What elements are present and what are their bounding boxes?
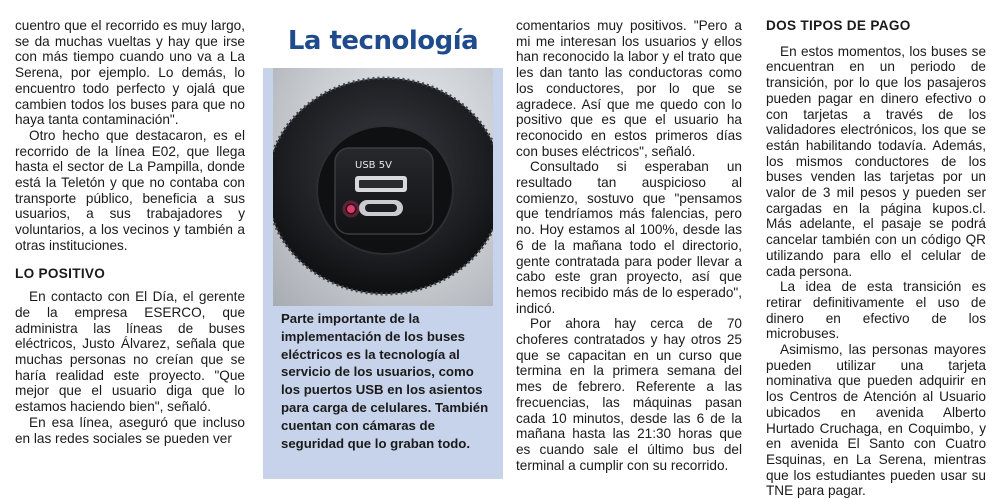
paragraph: Consultado si esperaban un resultado tan auspicioso al comienzo, sostuvo que "pensamos que tendríamos más falencias, pero no. Hoy estamos al 100%, desde las 6 de la mañana todo el directorio, gente contratada para poder llevar a cabo este gran proyecto, así que hemos recibido más de lo esperado", indicó. (516, 159, 742, 316)
sidebar-caption: Parte importante de la implementación de los buses eléctricos es la tecnología al servicio de los usuarios, como los puertos USB en los asientos para carga de celulares. También cuentan con cámaras de seguridad que lo graban todo. (281, 311, 489, 451)
paragraph: En contacto con El Día, el gerente de la empresa ESERCO, que administra las líneas de buses eléctricos, Justo Álvarez, señala que muchas personas no creían que se haría realidad este proyecto. "Que mejor que el usuario diga que lo estamos haciendo bien", señaló. (15, 289, 245, 415)
article-column-1 (15, 18, 245, 446)
section-heading-dos-tipos-de-pago: DOS TIPOS DE PAGO (766, 18, 911, 33)
sidebar-title: La tecnología (287, 26, 479, 56)
paragraph: Por ahora hay cerca de 70 choferes contratados y hay otros 25 que se capacitan en un curso que termina en la primera semana del mes de febrero. Referente a las frecuencias, las máquinas pasan cada 10 minutos, desde las 6 de la mañana hasta las 21:30 horas que es cuando sale el último bus del terminal a cumplir con su recorrido. (516, 316, 742, 473)
section-heading-lo-positivo: LO POSITIVO (15, 265, 106, 281)
paragraph: Asimismo, las personas mayores pueden utilizar una tarjeta nominativa que pueden adquirir en los Centros de Atención al Usuario ubicados en avenida Alberto Hurtado Cruchaga, en Coquimbo, y en avenida El Santo con Cuatro Esquinas, en La Serena, mientras que los estudiantes pueden usar su TNE para pagar. (766, 342, 986, 499)
paragraph: La idea de esta transición es retirar definitivamente el uso de dinero en efectivo de los microbuses. (766, 279, 986, 342)
usb-port-photo (273, 68, 493, 306)
article-column-3 (516, 18, 742, 473)
paragraph: En esa línea, aseguró que incluso en las redes sociales se pueden ver (15, 414, 245, 446)
paragraph: En estos momentos, los buses se encuentran en un periodo de transición, por lo que los pasajeros pueden pagar en dinero efectivo o con tarjetas a través de los validadores electrónicos, los que se están habilitando todavía. Además, los mismos conductores de los buses venden las tarjetas por un valor de 3 mil pesos y pueden ser cargadas en la página kupos.cl. Más adelante, el pasaje se podrá cancelar también con un código QR utilizando para ello el celular de cada persona. (766, 43, 986, 279)
technology-sidebar-box (263, 18, 503, 479)
paragraph: Otro hecho que destacaron, es el recorrido de la línea E02, que llega hasta el sector de La Pampilla, donde está la Teletón y que no contaba con transporte público, beneficia a sus usuarios, a sus trabajadores y voluntarios, a los vecinos y también a otras instituciones. (15, 127, 245, 253)
paragraph: comentarios muy positivos. "Pero a mi me interesan los usuarios y ellos han reconocido la labor y el trato que les dan tanto las conductoras como los conductores, por lo que se agradece. Así que me quedo con lo positivo que es que el usuario ha reconocido en estos primeros días con buses eléctricos", señaló. (516, 18, 742, 159)
article-column-4 (766, 18, 986, 499)
usb-label: USB 5V (355, 160, 392, 171)
paragraph: cuentro que el recorrido es muy largo, se da muchas vueltas y hay que irse con más tiempo cuando uno va a La Serena, por ejemplo. Lo demás, lo encuentro todo perfecto y ojalá que cambien todos los buses para que no haya tanta contaminación". (15, 18, 245, 128)
usb-charger-illustration (273, 68, 493, 306)
